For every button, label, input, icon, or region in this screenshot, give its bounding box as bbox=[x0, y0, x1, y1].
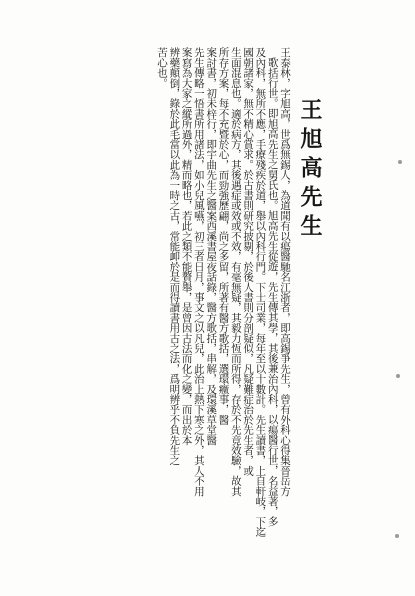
page-title: 王旭高先生 bbox=[297, 98, 323, 243]
scan-dot bbox=[398, 160, 402, 164]
text-column: 苦心也。 bbox=[156, 47, 169, 88]
text-column: 所存方案，每不充暨於心，而勁強歷翩，尚之多留，所著有醫方歌括，選環癥事，醫 bbox=[217, 47, 230, 425]
body-text bbox=[156, 47, 291, 587]
text-column: 辨藥顛倒，錄於此毛當以此為一時之古，常能卹於是而得讀書用古之法，爲明辨乎不負先生之 bbox=[168, 47, 181, 466]
scan-dot bbox=[395, 534, 399, 538]
text-column: 歌括行世。即旭高先生之舅氏也。旭高先生從遊，先生傳其學，其後兼治內科，以瘍醫行世，名益著，多 bbox=[266, 57, 279, 527]
scan-dot bbox=[396, 374, 400, 378]
text-column: 及內科，無所不應，手療殘疾於道，舉以內科行門。下士司業，每年至以十數計。先生讀書，上自軒岐，下迄 bbox=[254, 47, 267, 537]
text-column: 王泰林，字旭高，世爲無錫人，為道聞有以瘍醫馳名江浙者，即高錫爭先生，曾有外科心得集晉岳方 bbox=[279, 47, 291, 496]
text-column: 案討書，初未梓行，即宇曲先生之醫案西溪書屋夜話錄，醫方歌括，串解，及環溪草堂醫 bbox=[205, 47, 218, 445]
text-column: 先生傳略一悟書所用諸法，如小兒風嚥，初三者日月，事文之以凡兒，此治上熱下寒之外，其人不用 bbox=[192, 47, 205, 496]
text-column: 案寫為大家之縱所過外，精而略也，若此之類不能贅舉，是曾因古法而化之變，而出於本 bbox=[180, 47, 193, 445]
text-column: 生面混息也。適於病方，其後遇症或效或不效，有毫無疑，其毅力恆而所得，存於不先竟效驗，故其 bbox=[229, 47, 242, 496]
text-column: 國朝諸家，無不精心賞求。於古書則研究披剔，於後人書則分剖疑似，凡疑難症治於先生者，或 bbox=[242, 47, 255, 476]
